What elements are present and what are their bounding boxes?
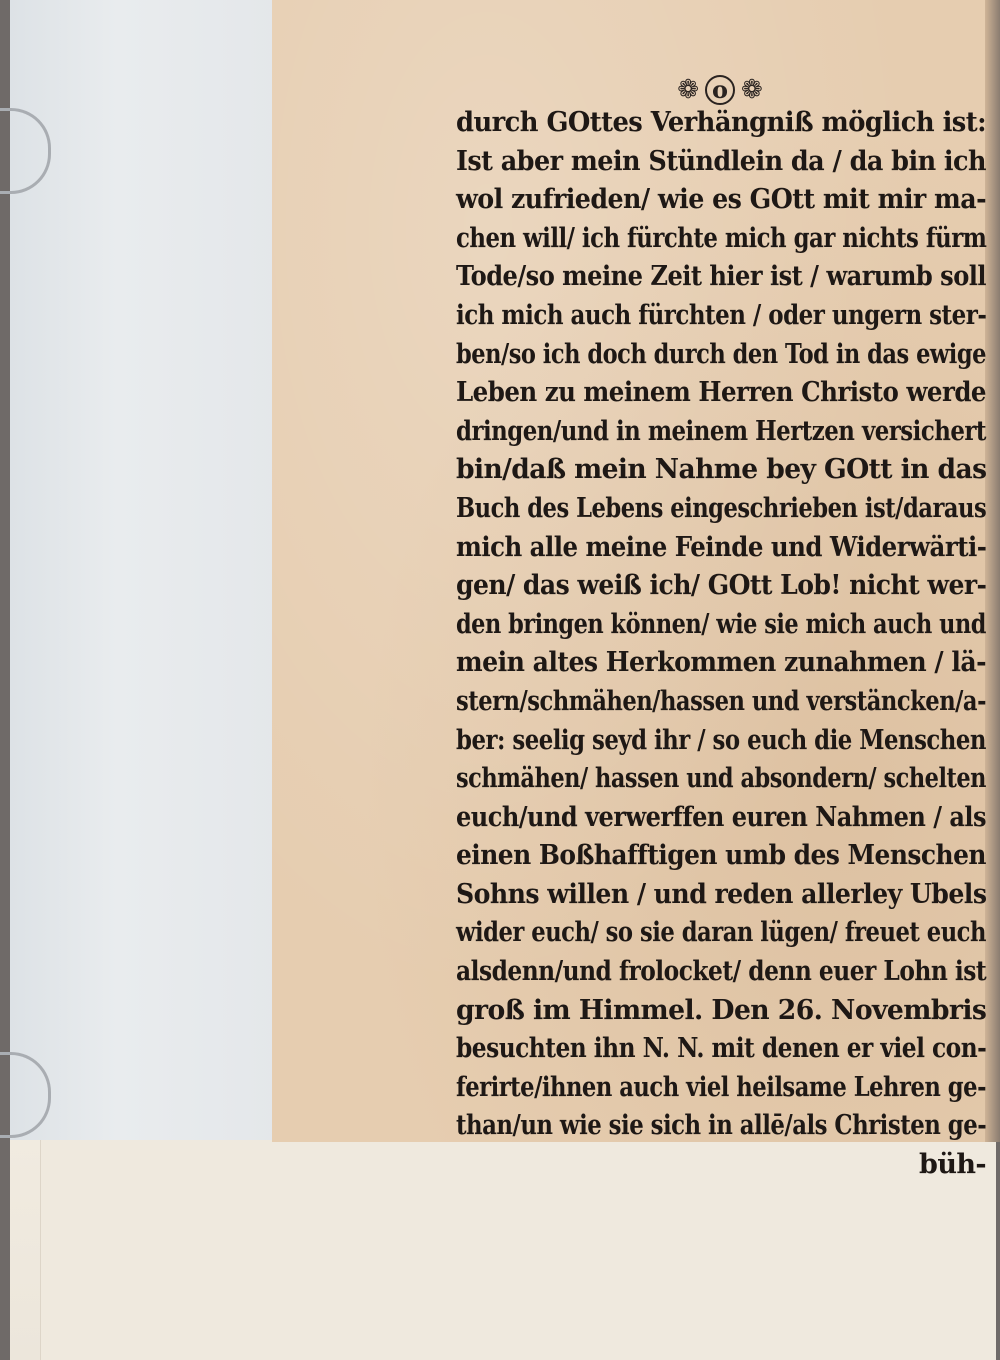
text-line: einen Boßhafftigen umb des Menschen bbox=[456, 840, 986, 872]
text-line: besuchten ihn N. N. mit denen er viel con- bbox=[456, 1033, 987, 1065]
text-line: alsdenn/und frolocket/ denn euer Lohn ist bbox=[456, 956, 987, 988]
flower-ornament-icon: ❁ bbox=[741, 75, 763, 105]
text-line: ben/so ich doch durch den Tod in das ewige bbox=[456, 338, 986, 370]
text-line: Leben zu meinem Herren Christo werde bbox=[456, 377, 986, 409]
text-line: stern/schmähen/hassen und verstäncken/a- bbox=[456, 685, 986, 717]
binder-clip-top bbox=[0, 108, 51, 194]
catchword: büh- bbox=[919, 1149, 986, 1181]
text-line: schmähen/ hassen und absondern/ schelten bbox=[456, 763, 986, 795]
text-line: mein altes Herkommen zunahmen / lä- bbox=[456, 647, 987, 679]
text-line: Buch des Lebens eingeschrieben ist/daraus bbox=[456, 492, 987, 524]
text-line: mich alle meine Feinde und Widerwärti- bbox=[456, 531, 987, 563]
flower-ornament-icon: ❁ bbox=[677, 75, 699, 105]
page-right-edge bbox=[985, 0, 1000, 1142]
text-line: ber: seelig seyd ihr / so euch die Menschen bbox=[456, 724, 987, 756]
binder-clip-bottom bbox=[0, 1052, 51, 1138]
text-line: groß im Himmel. Den 26. Novembris bbox=[456, 994, 987, 1026]
text-line: wol zufrieden/ wie es GOtt mit mir ma- bbox=[456, 184, 987, 216]
page-number: o bbox=[705, 75, 735, 105]
text-line: Ist aber mein Stündlein da / da bin ich bbox=[456, 145, 986, 177]
text-line: chen will/ ich fürchte mich gar nichts fürm bbox=[456, 222, 987, 254]
text-line: Tode/so meine Zeit hier ist / warumb soll bbox=[456, 261, 987, 293]
text-line: dringen/und in meinem Hertzen versichert bbox=[456, 415, 986, 447]
text-line: than/un wie sie sich in allē/als Christen ge- bbox=[456, 1110, 987, 1142]
text-line: Sohns willen / und reden allerley Ubels bbox=[456, 878, 987, 910]
text-line: ferirte/ihnen auch viel heilsame Lehren ge- bbox=[456, 1071, 986, 1103]
text-line: wider euch/ so sie daran lügen/ freuet euch bbox=[456, 917, 986, 949]
text-line: durch GOttes Verhängniß möglich ist: bbox=[456, 107, 987, 138]
text-line: gen/ das weiß ich/ GOtt Lob! nicht wer- bbox=[456, 570, 987, 602]
text-line: ich mich auch fürchten / oder ungern ster- bbox=[456, 299, 987, 331]
text-line: euch/und verwerffen euren Nahmen / als bbox=[456, 801, 987, 833]
text-line: bin/daß mein Nahme bey GOtt in das bbox=[456, 454, 987, 486]
body-text bbox=[456, 104, 986, 1185]
text-line: den bringen können/ wie sie mich auch und bbox=[456, 608, 986, 640]
